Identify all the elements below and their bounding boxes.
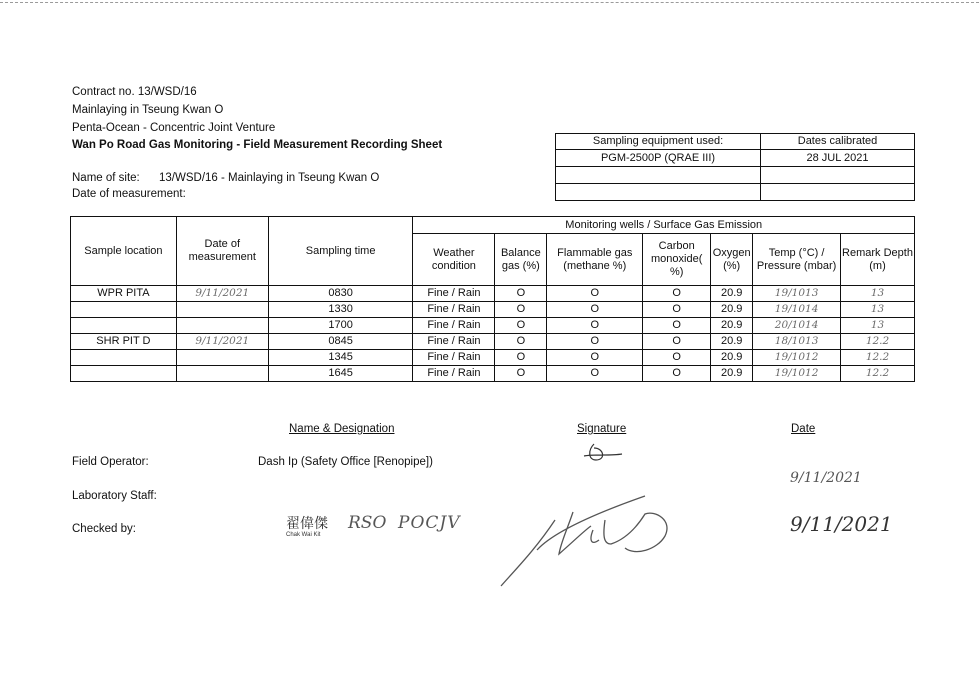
cell-date: 9/11/2021 bbox=[176, 286, 268, 302]
cell-flammable: O bbox=[547, 302, 643, 318]
cell-oxygen: 20.9 bbox=[711, 318, 753, 334]
cell-co: O bbox=[643, 286, 711, 302]
cell-location bbox=[71, 366, 177, 382]
col-flammable-gas: Flammable gas (methane %) bbox=[547, 234, 643, 286]
col-temp-pressure: Temp (°C) / Pressure (mbar) bbox=[753, 234, 841, 286]
equipment-cell bbox=[556, 167, 761, 184]
cell-remark: 12.2 bbox=[841, 334, 915, 350]
cell-date bbox=[176, 302, 268, 318]
cell-temp: 19/1013 bbox=[753, 286, 841, 302]
cell-temp: 19/1014 bbox=[753, 302, 841, 318]
cell-temp: 19/1012 bbox=[753, 350, 841, 366]
col-sampling-time: Sampling time bbox=[268, 217, 413, 286]
cell-location: WPR PITA bbox=[71, 286, 177, 302]
calibration-header: Dates calibrated bbox=[761, 134, 915, 150]
cell-co: O bbox=[643, 302, 711, 318]
cell-remark: 12.2 bbox=[841, 350, 915, 366]
table-row bbox=[71, 350, 915, 366]
col-remark-depth: Remark Depth (m) bbox=[841, 234, 915, 286]
cell-time: 0845 bbox=[268, 334, 413, 350]
cell-balance: O bbox=[495, 366, 547, 382]
cell-oxygen: 20.9 bbox=[711, 366, 753, 382]
checked-by-label: Checked by: bbox=[72, 523, 136, 535]
cell-balance: O bbox=[495, 286, 547, 302]
cell-date bbox=[176, 318, 268, 334]
cell-date bbox=[176, 366, 268, 382]
cell-temp: 20/1014 bbox=[753, 318, 841, 334]
cell-remark: 13 bbox=[841, 318, 915, 334]
equipment-cell: PGM-2500P (QRAE III) bbox=[556, 150, 761, 167]
equipment-header: Sampling equipment used: bbox=[556, 134, 761, 150]
checked-date: 9/11/2021 bbox=[790, 512, 893, 536]
scan-border-line bbox=[0, 2, 979, 3]
cell-oxygen: 20.9 bbox=[711, 286, 753, 302]
col-oxygen: Oxygen (%) bbox=[711, 234, 753, 286]
cell-flammable: O bbox=[547, 334, 643, 350]
cell-location bbox=[71, 302, 177, 318]
cell-flammable: O bbox=[547, 350, 643, 366]
cell-balance: O bbox=[495, 350, 547, 366]
cell-temp: 19/1012 bbox=[753, 366, 841, 382]
checker-english-name: Chak Wai Kit bbox=[286, 532, 321, 538]
project-name: Mainlaying in Tseung Kwan O bbox=[72, 104, 224, 116]
field-operator-signature-icon bbox=[580, 440, 630, 470]
sheet-title: Wan Po Road Gas Monitoring - Field Measurement Recording Sheet bbox=[72, 139, 443, 151]
cell-oxygen: 20.9 bbox=[711, 350, 753, 366]
field-operator-label: Field Operator: bbox=[72, 456, 149, 468]
name-designation-heading: Name & Designation bbox=[289, 423, 395, 435]
table-row bbox=[71, 366, 915, 382]
cell-location bbox=[71, 350, 177, 366]
cell-location: SHR PIT D bbox=[71, 334, 177, 350]
cell-weather: Fine / Rain bbox=[413, 334, 495, 350]
cell-flammable: O bbox=[547, 366, 643, 382]
date-of-measurement-label: Date of measurement: bbox=[72, 188, 186, 200]
cell-remark: 13 bbox=[841, 302, 915, 318]
date-heading: Date bbox=[791, 423, 816, 435]
table-row bbox=[71, 302, 915, 318]
calibration-cell bbox=[761, 167, 915, 184]
cell-time: 0830 bbox=[268, 286, 413, 302]
cell-co: O bbox=[643, 334, 711, 350]
field-operator-date: 9/11/2021 bbox=[790, 470, 862, 486]
cell-remark: 13 bbox=[841, 286, 915, 302]
cell-weather: Fine / Rain bbox=[413, 302, 495, 318]
cell-balance: O bbox=[495, 334, 547, 350]
checker-chinese-name: 翟偉傑 bbox=[286, 516, 328, 532]
checker-signature-icon bbox=[495, 490, 695, 590]
cell-co: O bbox=[643, 318, 711, 334]
cell-location bbox=[71, 318, 177, 334]
calibration-cell bbox=[761, 184, 915, 201]
cell-weather: Fine / Rain bbox=[413, 286, 495, 302]
checker-org-handwritten: POCJV bbox=[398, 513, 461, 533]
cell-weather: Fine / Rain bbox=[413, 350, 495, 366]
cell-flammable: O bbox=[547, 286, 643, 302]
field-operator-name: Dash Ip (Safety Office [Renopipe]) bbox=[258, 456, 433, 468]
cell-co: O bbox=[643, 366, 711, 382]
equipment-table bbox=[555, 133, 915, 201]
cell-flammable: O bbox=[547, 318, 643, 334]
cell-weather: Fine / Rain bbox=[413, 318, 495, 334]
cell-co: O bbox=[643, 350, 711, 366]
table-row bbox=[71, 286, 915, 302]
cell-time: 1345 bbox=[268, 350, 413, 366]
cell-date bbox=[176, 350, 268, 366]
col-balance-gas: Balance gas (%) bbox=[495, 234, 547, 286]
site-value: 13/WSD/16 - Mainlaying in Tseung Kwan O bbox=[159, 172, 380, 184]
col-carbon-monoxide: Carbon monoxide( %) bbox=[643, 234, 711, 286]
site-label: Name of site: bbox=[72, 172, 140, 184]
col-date-of-measurement: Date of measurement bbox=[176, 217, 268, 286]
cell-remark: 12.2 bbox=[841, 366, 915, 382]
equipment-cell bbox=[556, 184, 761, 201]
cell-balance: O bbox=[495, 302, 547, 318]
cell-time: 1330 bbox=[268, 302, 413, 318]
contractor-name: Penta-Ocean - Concentric Joint Venture bbox=[72, 122, 276, 134]
contract-number: Contract no. 13/WSD/16 bbox=[72, 86, 197, 98]
checker-role-handwritten: RSO bbox=[348, 513, 387, 533]
cell-date: 9/11/2021 bbox=[176, 334, 268, 350]
cell-weather: Fine / Rain bbox=[413, 366, 495, 382]
table-row bbox=[71, 334, 915, 350]
table-row bbox=[71, 318, 915, 334]
col-weather-condition: Weather condition bbox=[413, 234, 495, 286]
measurement-table bbox=[70, 216, 915, 382]
cell-oxygen: 20.9 bbox=[711, 334, 753, 350]
group-header-monitoring-wells: Monitoring wells / Surface Gas Emission bbox=[413, 217, 915, 234]
cell-balance: O bbox=[495, 318, 547, 334]
laboratory-staff-label: Laboratory Staff: bbox=[72, 490, 157, 502]
cell-time: 1700 bbox=[268, 318, 413, 334]
calibration-cell: 28 JUL 2021 bbox=[761, 150, 915, 167]
cell-oxygen: 20.9 bbox=[711, 302, 753, 318]
cell-time: 1645 bbox=[268, 366, 413, 382]
signature-heading: Signature bbox=[577, 423, 627, 435]
cell-temp: 18/1013 bbox=[753, 334, 841, 350]
col-sample-location: Sample location bbox=[71, 217, 177, 286]
